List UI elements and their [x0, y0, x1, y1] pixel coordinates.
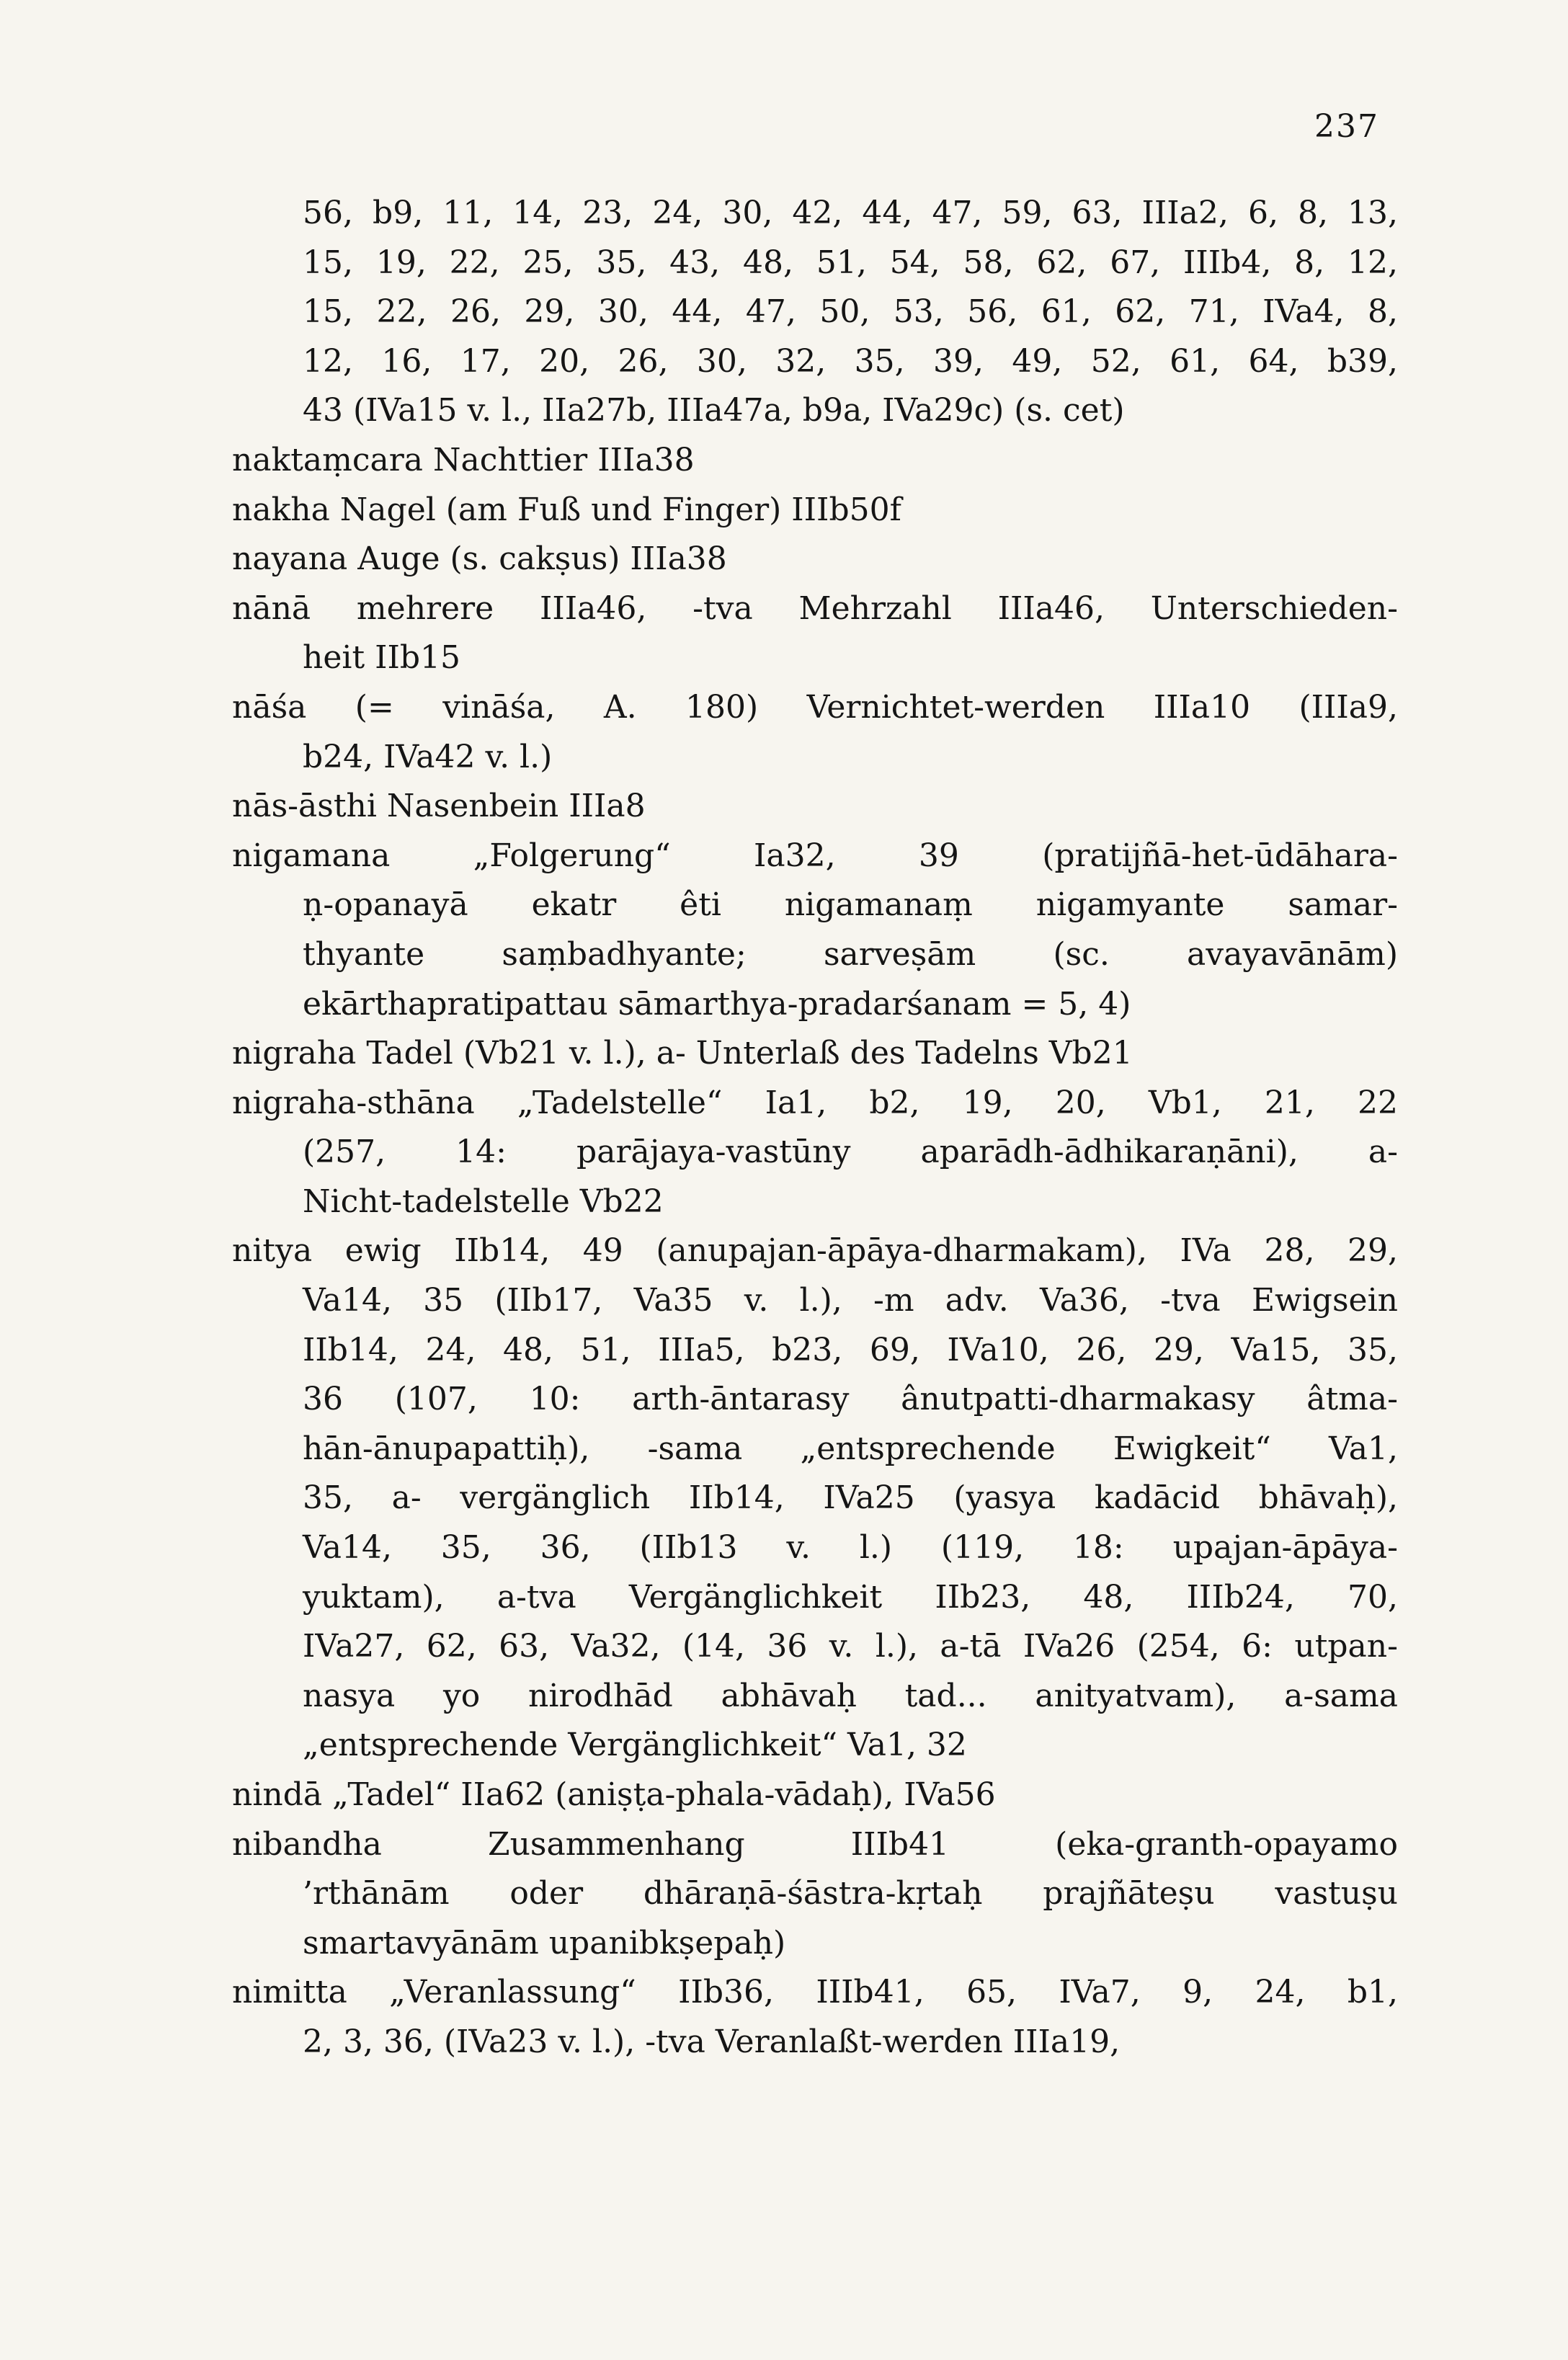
dictionary-entry-line: nāśa (= vināśa, A. 180) Vernichtet-werden IIIa10 (IIIa9,	[232, 688, 1398, 726]
dictionary-entry-line: nakha Nagel (am Fuß und Finger) IIIb50f	[232, 491, 901, 528]
dictionary-entry-line: nānā mehrere IIIa46, -tva Mehrzahl IIIa46, Unterschieden-	[232, 589, 1398, 627]
dictionary-continuation-line: IVa27, 62, 63, Va32, (14, 36 v. l.), a-tā IVa26 (254, 6: utpan-	[303, 1628, 1398, 1665]
dictionary-continuation-line: 36 (107, 10: arth-āntarasy ânutpatti-dharmakasy âtma-	[303, 1381, 1398, 1418]
dictionary-continuation-line: Va14, 35 (IIb17, Va35 v. l.), -m adv. Va36, -tva Ewigsein	[303, 1282, 1398, 1319]
page-number: 237	[1314, 108, 1379, 145]
dictionary-entry-line: nitya ewig IIb14, 49 (anupajan-āpāya-dharmakam), IVa 28, 29,	[232, 1232, 1398, 1270]
dictionary-continuation-line: ekārthapratipattau sāmarthya-pradarśanam = 5, 4)	[303, 985, 1131, 1023]
dictionary-continuation-line: nasya yo nirodhād abhāvaḥ tad... anityatvam), a-sama	[303, 1677, 1398, 1714]
dictionary-continuation-line: ṇ-opanayā ekatr êti nigamanaṃ nigamyante samar-	[303, 886, 1398, 924]
dictionary-continuation-line: 15, 19, 22, 25, 35, 43, 48, 51, 54, 58, 62, 67, IIIb4, 8, 12,	[303, 244, 1398, 281]
dictionary-continuation-line: 56, b9, 11, 14, 23, 24, 30, 42, 44, 47, 59, 63, IIIa2, 6, 8, 13,	[303, 195, 1398, 231]
dictionary-continuation-line: Va14, 35, 36, (IIb13 v. l.) (119, 18: upajan-āpāya-	[303, 1529, 1398, 1567]
dictionary-entry-line: nimitta „Veranlassung“ IIb36, IIIb41, 65, IVa7, 9, 24, b1,	[232, 1974, 1398, 2011]
dictionary-continuation-line: b24, IVa42 v. l.)	[303, 738, 553, 775]
dictionary-entry-line: nayana Auge (s. cakṣus) IIIa38	[232, 540, 727, 578]
dictionary-continuation-line: yuktam), a-tva Vergänglichkeit IIb23, 48, IIIb24, 70,	[303, 1578, 1398, 1616]
dictionary-entry-line: nigamana „Folgerung“ Ia32, 39 (pratijñā-het-ūdāhara-	[232, 837, 1398, 874]
dictionary-continuation-line: heit IIb15	[303, 639, 461, 677]
dictionary-continuation-line: thyante saṃbadhyante; sarveṣām (sc. avayavānām)	[303, 935, 1398, 973]
dictionary-continuation-line: hān-ānupapattiḥ), -sama „entsprechende Ewigkeit“ Va1,	[303, 1430, 1398, 1467]
dictionary-entry-line: nās-āsthi Nasenbein IIIa8	[232, 788, 646, 825]
dictionary-continuation-line: smartavyānām upanibkṣepaḥ)	[303, 1924, 786, 1962]
dictionary-continuation-line: 43 (IVa15 v. l., IIa27b, IIIa47a, b9a, IVa29c) (s. cet)	[303, 392, 1125, 429]
dictionary-continuation-line: (257, 14: parājaya-vastūny aparādh-ādhikaraṇāni), a-	[303, 1134, 1398, 1171]
dictionary-entry-line: nigraha Tadel (Vb21 v. l.), a- Unterlaß des Tadelns Vb21	[232, 1035, 1133, 1072]
dictionary-continuation-line: 15, 22, 26, 29, 30, 44, 47, 50, 53, 56, 61, 62, 71, IVa4, 8,	[303, 293, 1398, 331]
dictionary-continuation-line: 35, a- vergänglich IIb14, IVa25 (yasya kadācid bhāvaḥ),	[303, 1479, 1398, 1517]
dictionary-continuation-line: 2, 3, 36, (IVa23 v. l.), -tva Veranlaßt-werden IIIa19,	[303, 2023, 1121, 2060]
dictionary-entry-line: nibandha Zusammenhang IIIb41 (eka-granth-opayamo	[232, 1825, 1398, 1863]
dictionary-continuation-line: ’rthānām oder dhāraṇā-śāstra-kṛtaḥ prajñāteṣu vastuṣu	[303, 1875, 1398, 1913]
dictionary-entry-line: nigraha-sthāna „Tadelstelle“ Ia1, b2, 19, 20, Vb1, 21, 22	[232, 1084, 1398, 1121]
dictionary-text-block	[216, 189, 1398, 2067]
dictionary-continuation-line: 12, 16, 17, 20, 26, 30, 32, 35, 39, 49, 52, 61, 64, b39,	[303, 342, 1398, 380]
dictionary-entry-line: nindā „Tadel“ IIa62 (aniṣṭa-phala-vādaḥ), IVa56	[232, 1776, 996, 1813]
dictionary-continuation-line: „entsprechende Vergänglichkeit“ Va1, 32	[303, 1727, 967, 1764]
dictionary-continuation-line: Nicht-tadelstelle Vb22	[303, 1183, 664, 1220]
dictionary-continuation-line: IIb14, 24, 48, 51, IIIa5, b23, 69, IVa10, 26, 29, Va15, 35,	[303, 1331, 1398, 1368]
dictionary-entry-line: naktaṃcara Nachttier IIIa38	[232, 441, 695, 478]
